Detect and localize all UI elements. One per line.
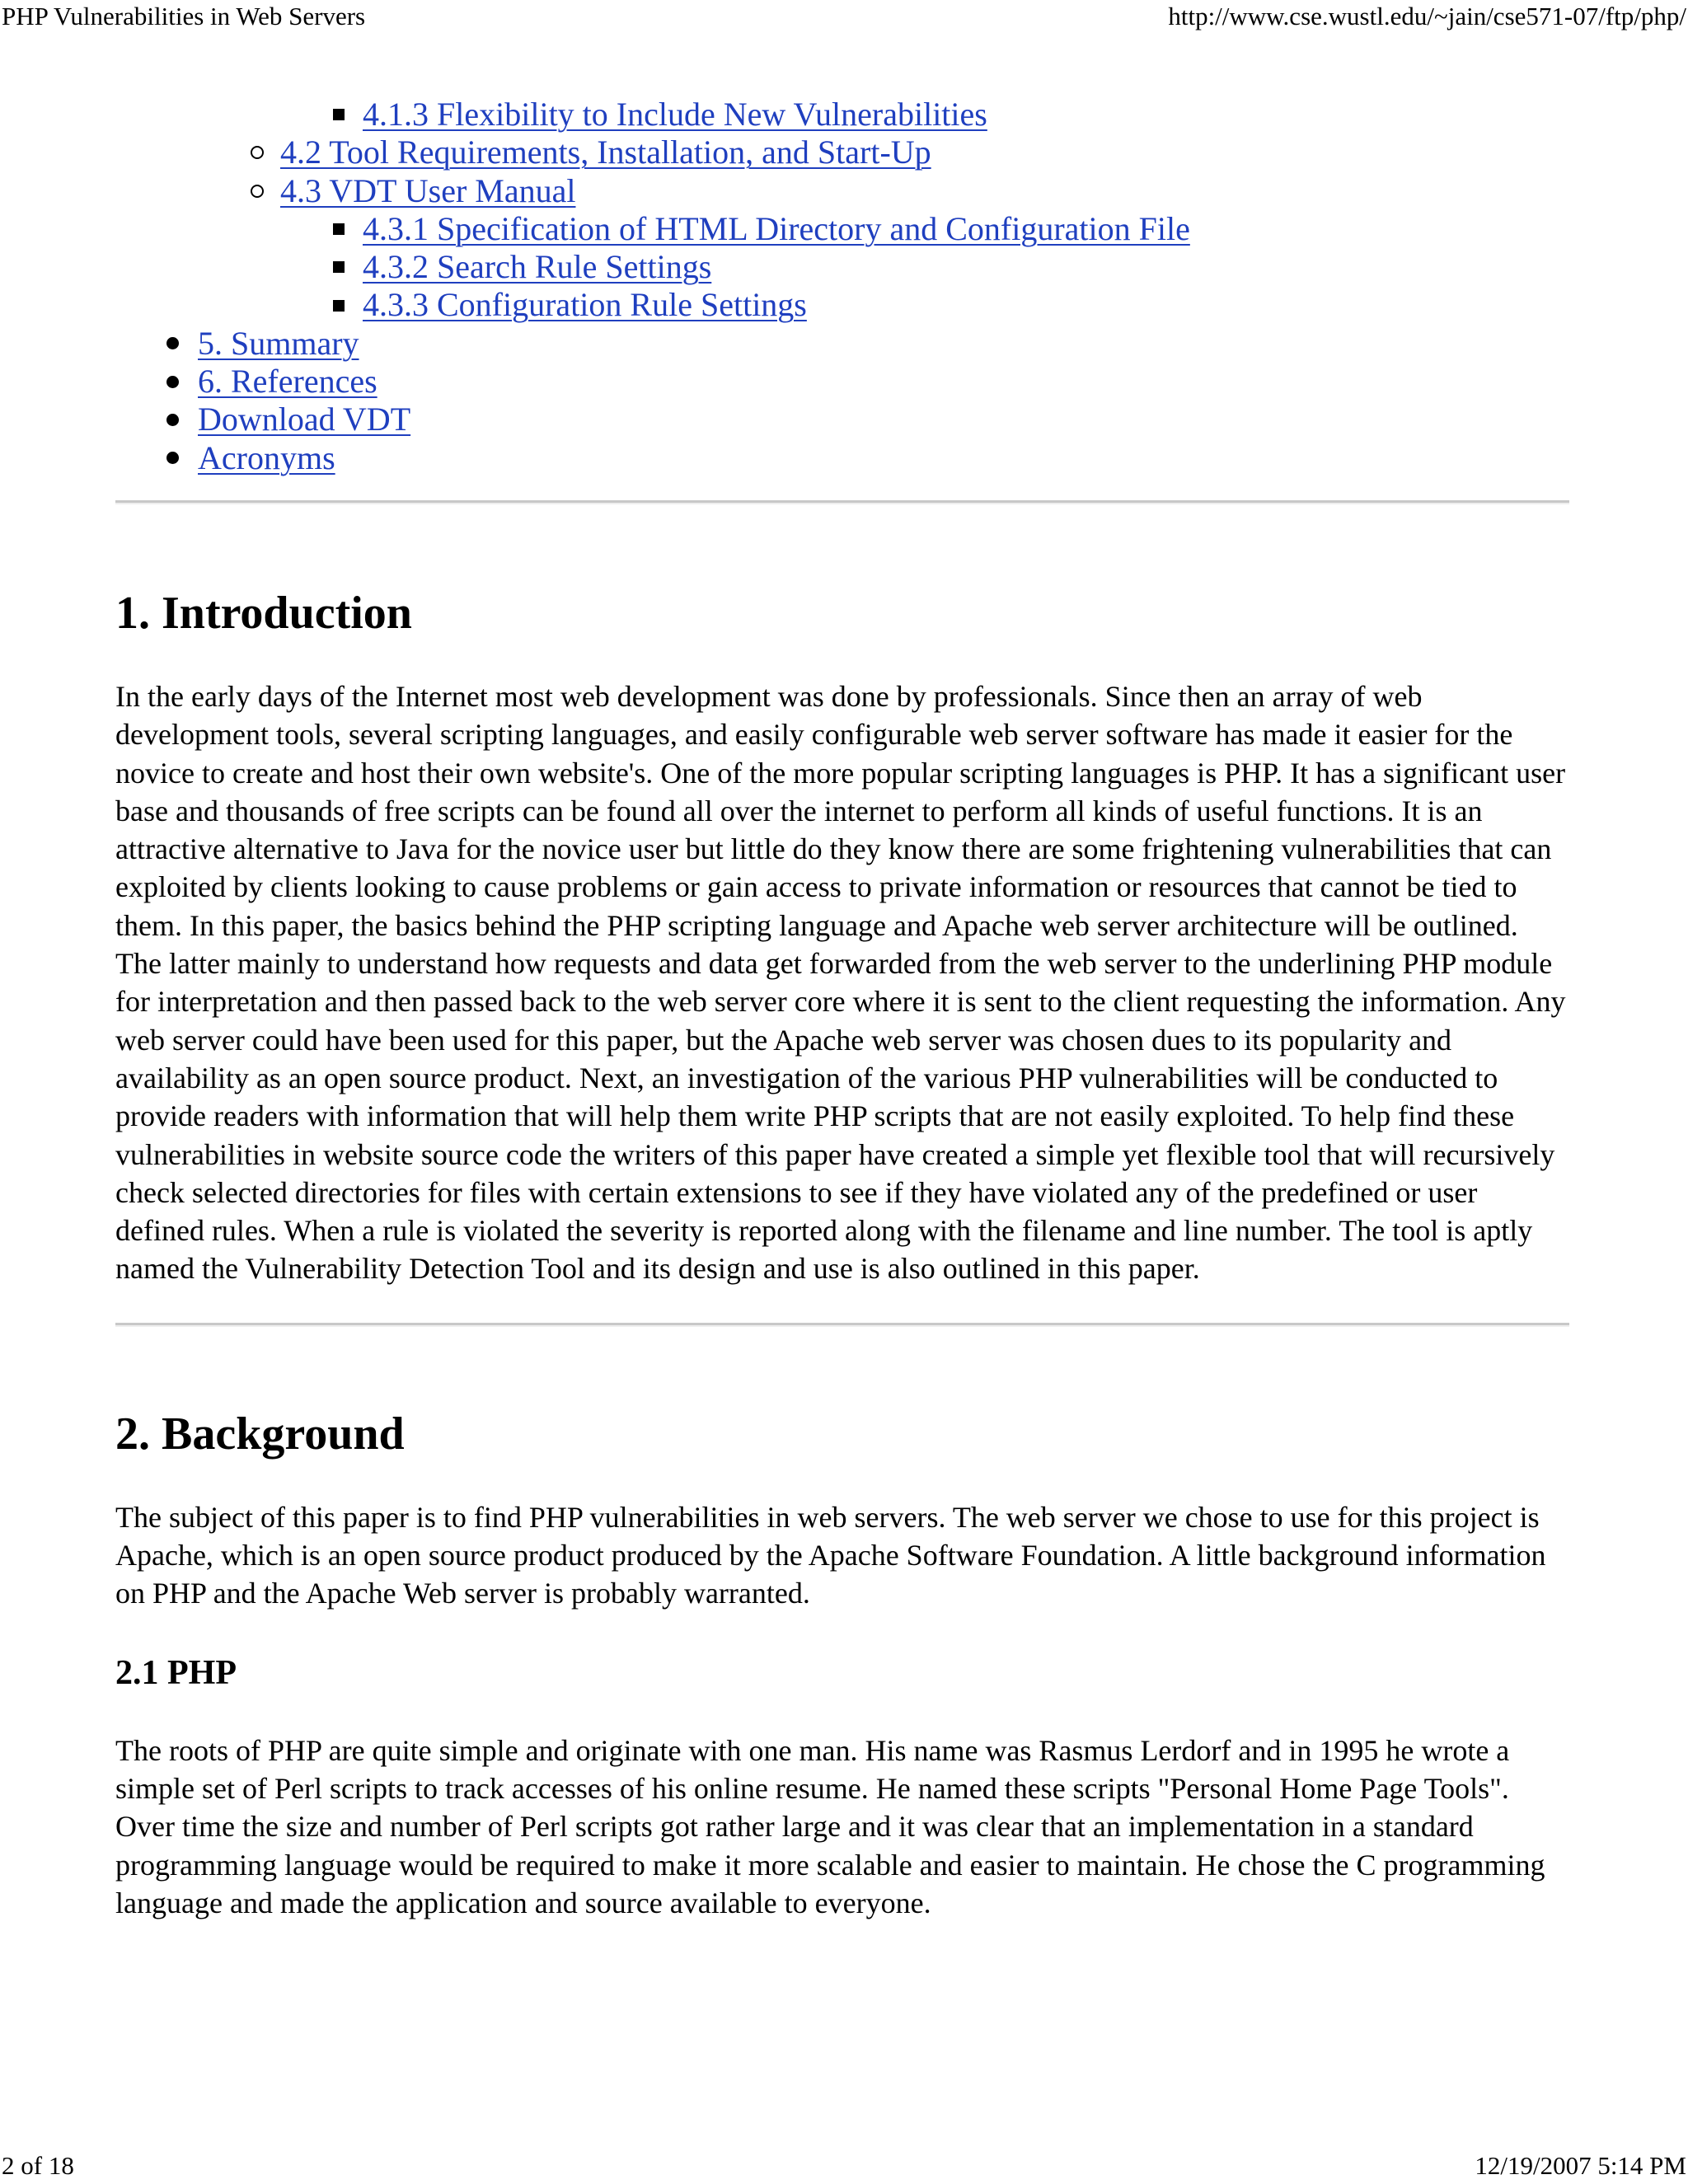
toc-link-4-1-3[interactable]: 4.1.3 Flexibility to Include New Vulnerabilities xyxy=(363,96,987,133)
toc-item-4-3-1 xyxy=(115,210,1566,248)
toc-item-4-3-2 xyxy=(115,248,1566,286)
circle-bullet-icon xyxy=(251,172,264,210)
toc-item-4-2 xyxy=(115,134,1566,171)
background-paragraph: The subject of this paper is to find PHP vulnerabilities in web servers. The web server we chose to use for this project is Apache, which is an open source product produced by the Apache Software Foundation. A little background information on PHP and the Apache Web server is probably warranted. xyxy=(115,1500,1546,1610)
toc-link-4-3-2[interactable]: 4.3.2 Search Rule Settings xyxy=(363,248,712,286)
toc-link-4-2[interactable]: 4.2 Tool Requirements, Installation, and Start-Up xyxy=(280,134,931,171)
introduction-paragraph: In the early days of the Internet most web development was done by professionals. Since then an array of web development tools, several scripting languages, and easily configurable web server software has made it easier for the novice to create and host their own website's. One of the more popular scripting languages is PHP. It has a significant user base and thousands of free scripts can be found all over the internet to perform all kinds of useful functions. It is an attractive alternative to Java for the novice user but little do they know there are some frightening vulnerabilities that can exploited by clients looking to cause problems or gain access to private information or resources that cannot be tied to them. In this paper, the basics behind the PHP scripting language and Apache web server architecture will be outlined. The latter mainly to understand how requests and data get forwarded from the web server to the underlining PHP module for interpretation and then passed back to the web server core where it is sent to the client requesting the information. Any web server could have been used for this paper, but the Apache web server was chosen dues to its popularity and availability as an open source product. Next, an investigation of the various PHP vulnerabilities will be conducted to provide readers with information that will help them write PHP scripts that are not easily exploited. To help find these vulnerabilities in website source code the writers of this paper have created a simple yet flexible tool that will recursively check selected directories for files with certain extensions to see if they have violated any of the predefined or user defined rules. When a rule is violated the severity is reported along with the filename and line number. The tool is aptly named the Vulnerability Detection Tool and its design and use is also outlined in this paper. xyxy=(115,679,1566,1286)
table-of-contents xyxy=(115,96,1566,477)
print-datetime: 12/19/2007 5:14 PM xyxy=(1475,2151,1686,2180)
toc-link-references[interactable]: 6. References xyxy=(198,363,377,401)
print-header xyxy=(0,0,1688,33)
toc-item-acronyms xyxy=(115,439,1566,477)
background-heading: 2. Background xyxy=(115,1408,405,1460)
square-bullet-icon xyxy=(333,210,345,248)
disc-bullet-icon xyxy=(166,363,179,401)
php-paragraph: The roots of PHP are quite simple and originate with one man. His name was Rasmus Lerdorf and in 1995 he wrote a simple set of Perl scripts to track accesses of his online resume. He named these scripts "Personal Home Page Tools". Over time the size and number of Perl scripts got rather large and it was clear that an implementation in a standard programming language would be required to make it more scalable and easier to maintain. He chose the C programming language and made the application and source available to everyone. xyxy=(115,1733,1545,1919)
introduction-heading: 1. Introduction xyxy=(115,587,412,639)
toc-link-4-3-3[interactable]: 4.3.3 Configuration Rule Settings xyxy=(363,286,807,324)
square-bullet-icon xyxy=(333,248,345,286)
toc-item-references xyxy=(115,363,1566,401)
page-number: 2 of 18 xyxy=(2,2151,74,2180)
document-url: http://www.cse.wustl.edu/~jain/cse571-07/ftp/php/ xyxy=(1168,2,1686,30)
document-title: PHP Vulnerabilities in Web Servers xyxy=(2,2,366,30)
disc-bullet-icon xyxy=(166,325,179,363)
toc-item-4-3 xyxy=(115,172,1566,210)
disc-bullet-icon xyxy=(166,401,179,438)
toc-item-4-3-3 xyxy=(115,286,1566,324)
toc-item-download-vdt xyxy=(115,401,1566,438)
toc-link-4-3-1[interactable]: 4.3.1 Specification of HTML Directory and Configuration File xyxy=(363,209,1190,247)
php-heading: 2.1 PHP xyxy=(115,1653,237,1692)
disc-bullet-icon xyxy=(166,439,179,477)
toc-link-4-3[interactable]: 4.3 VDT User Manual xyxy=(280,171,576,209)
square-bullet-icon xyxy=(333,286,345,324)
toc-link-acronyms[interactable]: Acronyms xyxy=(198,438,335,476)
toc-link-summary[interactable]: 5. Summary xyxy=(198,324,359,362)
toc-link-download-vdt[interactable]: Download VDT xyxy=(198,401,411,438)
square-bullet-icon xyxy=(333,96,345,134)
toc-item-summary xyxy=(115,325,1566,363)
print-footer xyxy=(0,2149,1688,2182)
toc-item-4-1-3 xyxy=(115,96,1566,134)
page-content xyxy=(115,96,1566,1922)
section-divider xyxy=(115,1323,1569,1327)
circle-bullet-icon xyxy=(251,134,264,171)
section-divider xyxy=(115,500,1569,504)
